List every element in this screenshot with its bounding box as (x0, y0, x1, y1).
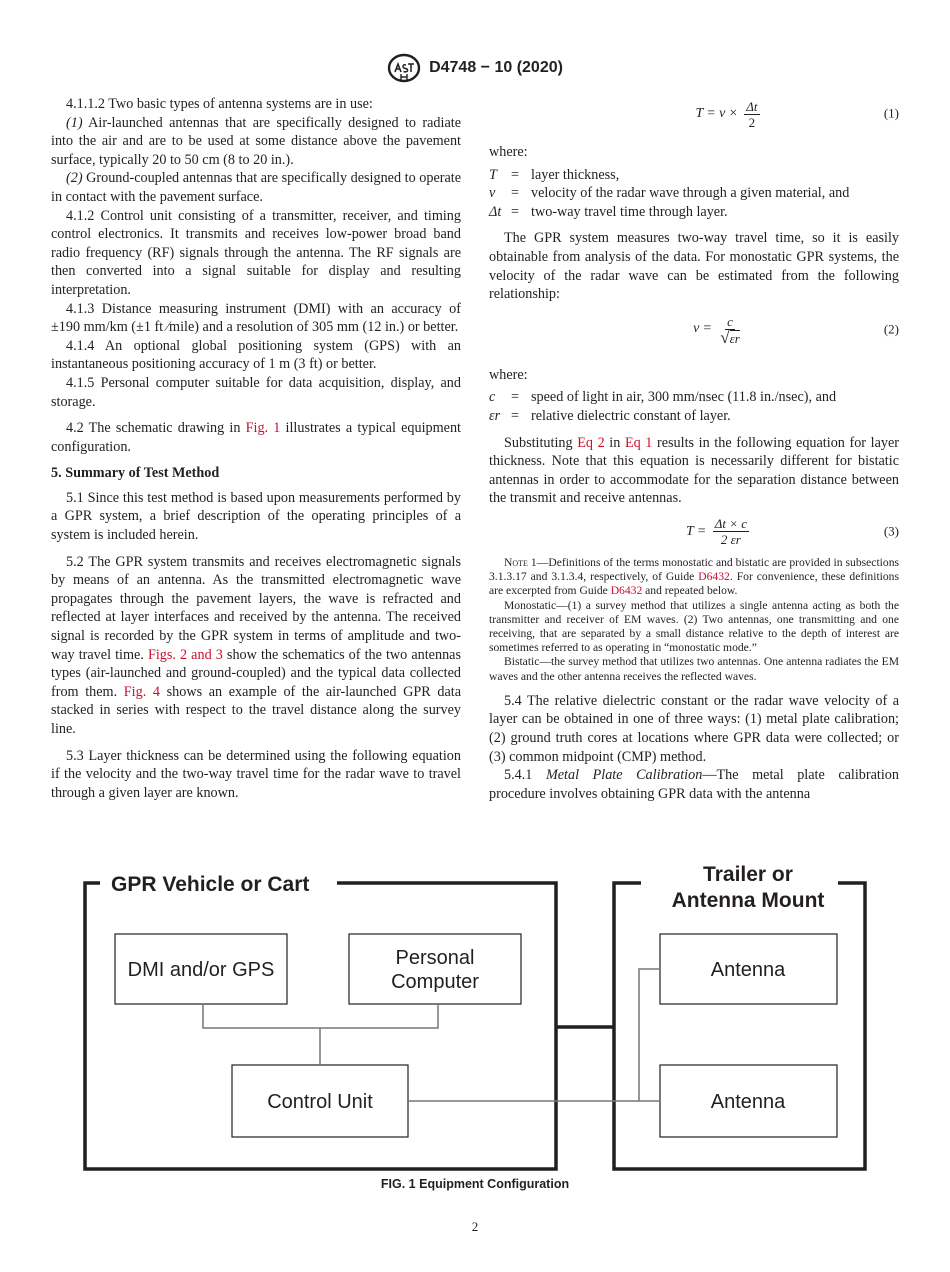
definitions-2 (489, 388, 899, 425)
paragraph-4-1-3: 4.1.3 Distance measuring instrument (DMI) with an accuracy of ±190 mm/km (±1 ft ⁄mile) and a resolution of 305 mm (12 in.) or better. (51, 300, 461, 336)
pc-label-line-1: Personal (395, 947, 475, 969)
pc-box (349, 934, 521, 1004)
equipment-configuration-figure (75, 853, 875, 1173)
bistatic-definition: Bistatic—the survey method that utilizes two antennas. One antenna radiates the EM waves and the other antenna receives the reflected waves. (489, 655, 899, 683)
paragraph-ground-coupled: (2) Ground-coupled antennas that are specifically designed to operate in contact with the pavement surface. (51, 170, 461, 205)
paragraph-5-2: 5.2 The GPR system transmits and receives electromagnetic signals by means of an antenna. As the transmitted electromagnetic wave propagates through the pavement layers, the wave is refracted and reflected at layer interfaces and received by the antenna. The received signal is recorded by the GPR system in terms of amplitude and two-way travel time. Figs. 2 and 3 show the schematics of the two antennas types (air-launched and ground-coupled) and the typical data collected from them. Fig. 4 shows an example of the air-launched GPR data stacked in series with respect to the travel distance along the survey line. (51, 553, 461, 737)
fig-1-link[interactable]: Fig. 1 (245, 420, 281, 437)
definition-item: T = layer thickness, (489, 166, 620, 183)
eq-2-link[interactable]: Eq 2 (577, 434, 605, 451)
trailer-frame (614, 883, 865, 1169)
page-number: 2 (471, 1219, 479, 1234)
antenna-label-2: Antenna (710, 1091, 786, 1113)
paragraph-4-1-4: 4.1.4 An optional global positioning system (GPS) with an instantaneous positioning accuracy of 1 m (3 ft) or better. (51, 337, 461, 373)
paragraph-5-4: 5.4 The relative dielectric constant or the radar wave velocity of a layer can be obtained in one of three ways: (1) metal plate calibration; (2) ground truth cores at locations where GPR data were collected; or (3) common midpoint (CMP) method. (489, 692, 899, 765)
equation-1: T = v × $\frac{\Delta t}{2}$ (1) (695, 98, 899, 130)
definition-item: v = velocity of the radar wave through a given material, and (489, 185, 850, 202)
dmi-label: DMI and/or GPS (127, 959, 275, 981)
definition-item: c = speed of light in air, 300 mm/nsec (11.8 in./nsec), and (489, 389, 837, 406)
paragraph-5-1: 5.1 Since this test method is based upon measurements performed by a GPR system, a brief description of the operating principles of a system is included herein. (51, 489, 461, 544)
paragraph-substituting: Substituting Eq 2 in Eq 1 results in the following equation for layer thickness. Note that this equation is necessarily different for bistatic antennas in order to accommodate for the separation distance between the transmit and receive antennas. (489, 434, 899, 507)
trailer-title-line-1: Trailer or (703, 863, 793, 886)
page-header (0, 52, 950, 84)
astm-logo-icon (387, 53, 421, 83)
vehicle-frame (85, 883, 556, 1169)
fig-4-link[interactable]: Fig. 4 (123, 683, 160, 700)
bus-connector (203, 1004, 438, 1065)
right-column (489, 95, 899, 803)
where-label-1: where: (489, 144, 528, 160)
paragraph-4-1-2: 4.1.2 Control unit consisting of a transmitter, receiver, and timing control electronics. It transmits and receives low-power broad band radio frequency (RF) signals through the antenna. The RF signals are then converted into a signal suitable for display and resulting interpretation. (51, 207, 461, 298)
vehicle-title: GPR Vehicle or Cart (111, 873, 310, 896)
definition-item: Δt = two-way travel time through layer. (489, 203, 728, 220)
section-5-heading: 5. Summary of Test Method (51, 465, 220, 482)
trailer-title-line-2: Antenna Mount (671, 889, 825, 912)
paragraph-4-1-5: 4.1.5 Personal computer suitable for data acquisition, display, and storage. (51, 374, 461, 410)
figure-caption: FIG. 1 Equipment Configuration (380, 1177, 570, 1191)
note-1: Note 1—Definitions of the terms monostatic and bistatic are provided in subsections 3.1.3.17 and 3.1.3.4, respectively, of Guide D6432. For convenience, these definitions are excerpted from Guide D6432 and repeated below. Monostatic—(1) a survey method that utilizes a single antenna acting as both the transmitter and receiver of EM waves. (2) Two antennas, one transmitting and one receiving, that are separated by a small distance relative to the depth of interest are sometimes referred to as operating in “monostatic mode.” Bistatic—the survey method that utilizes two antennas. One antenna radiates the EM waves and the other antenna receives the reflected waves. (489, 555, 900, 683)
eq-1-link[interactable]: Eq 1 (624, 434, 653, 451)
equation-3: T = $\frac{\Delta t \times c}{2 \varepsilon r}$ (3) (686, 516, 899, 548)
definition-item: εr = relative dielectric constant of layer. (489, 407, 731, 424)
d6432-link[interactable]: D6432 (698, 570, 730, 584)
paragraph-4-1-1-2: 4.1.1.2 Two basic types of antenna systems are in use: (66, 96, 373, 112)
control-unit-label: Control Unit (267, 1091, 373, 1113)
equation-2-number: (2) (883, 321, 899, 337)
left-column (51, 95, 461, 802)
d6432-link[interactable]: D6432 (610, 584, 643, 598)
paragraph-air-launched: (1) Air-launched antennas that are specifically designed to radiate into the air and are to be used at some distance above the pavement surface, typically 20 to 50 cm (8 to 20 in.). (51, 114, 461, 168)
antenna-label-1: Antenna (710, 959, 786, 981)
definitions-1 (489, 166, 899, 222)
equation-1-number: (1) (883, 105, 899, 121)
figs-2-3-link[interactable]: Figs. 2 and 3 (147, 646, 223, 663)
paragraph-two-way-time: The GPR system measures two-way travel time, so it is easily obtainable from analysis of the data. For monostatic GPR systems, the velocity of the radar wave can be estimated from the following relationship: (489, 230, 899, 303)
monostatic-definition: Monostatic—(1) a survey method that utilizes a single antenna acting as both the transmitter and receiver of EM waves. (2) Two antennas, one transmitting and one receiving, that are separated by a small distance relative to the depth of interest are sometimes referred to as operating in “monostatic mode.” (489, 598, 899, 655)
paragraph-4-2: 4.2 The schematic drawing in Fig. 1 illustrates a typical equipment configuration. (51, 420, 461, 455)
paragraph-5-4-1: 5.4.1 Metal Plate Calibration—The metal plate calibration procedure involves obtaining GPR data with the antenna (489, 767, 899, 802)
pc-label-line-2: Computer (391, 971, 479, 993)
equation-3-number: (3) (883, 523, 899, 539)
standard-designation: D4748 − 10 (2020) (429, 59, 563, 76)
where-label-2: where: (489, 366, 528, 383)
equation-2: v = $\frac{c}{√\varepsilon r}$ (2) (693, 313, 899, 347)
paragraph-5-3: 5.3 Layer thickness can be determined using the following equation if the velocity and the two-way travel time for the radar wave to travel through a given layer are known. (51, 747, 461, 801)
